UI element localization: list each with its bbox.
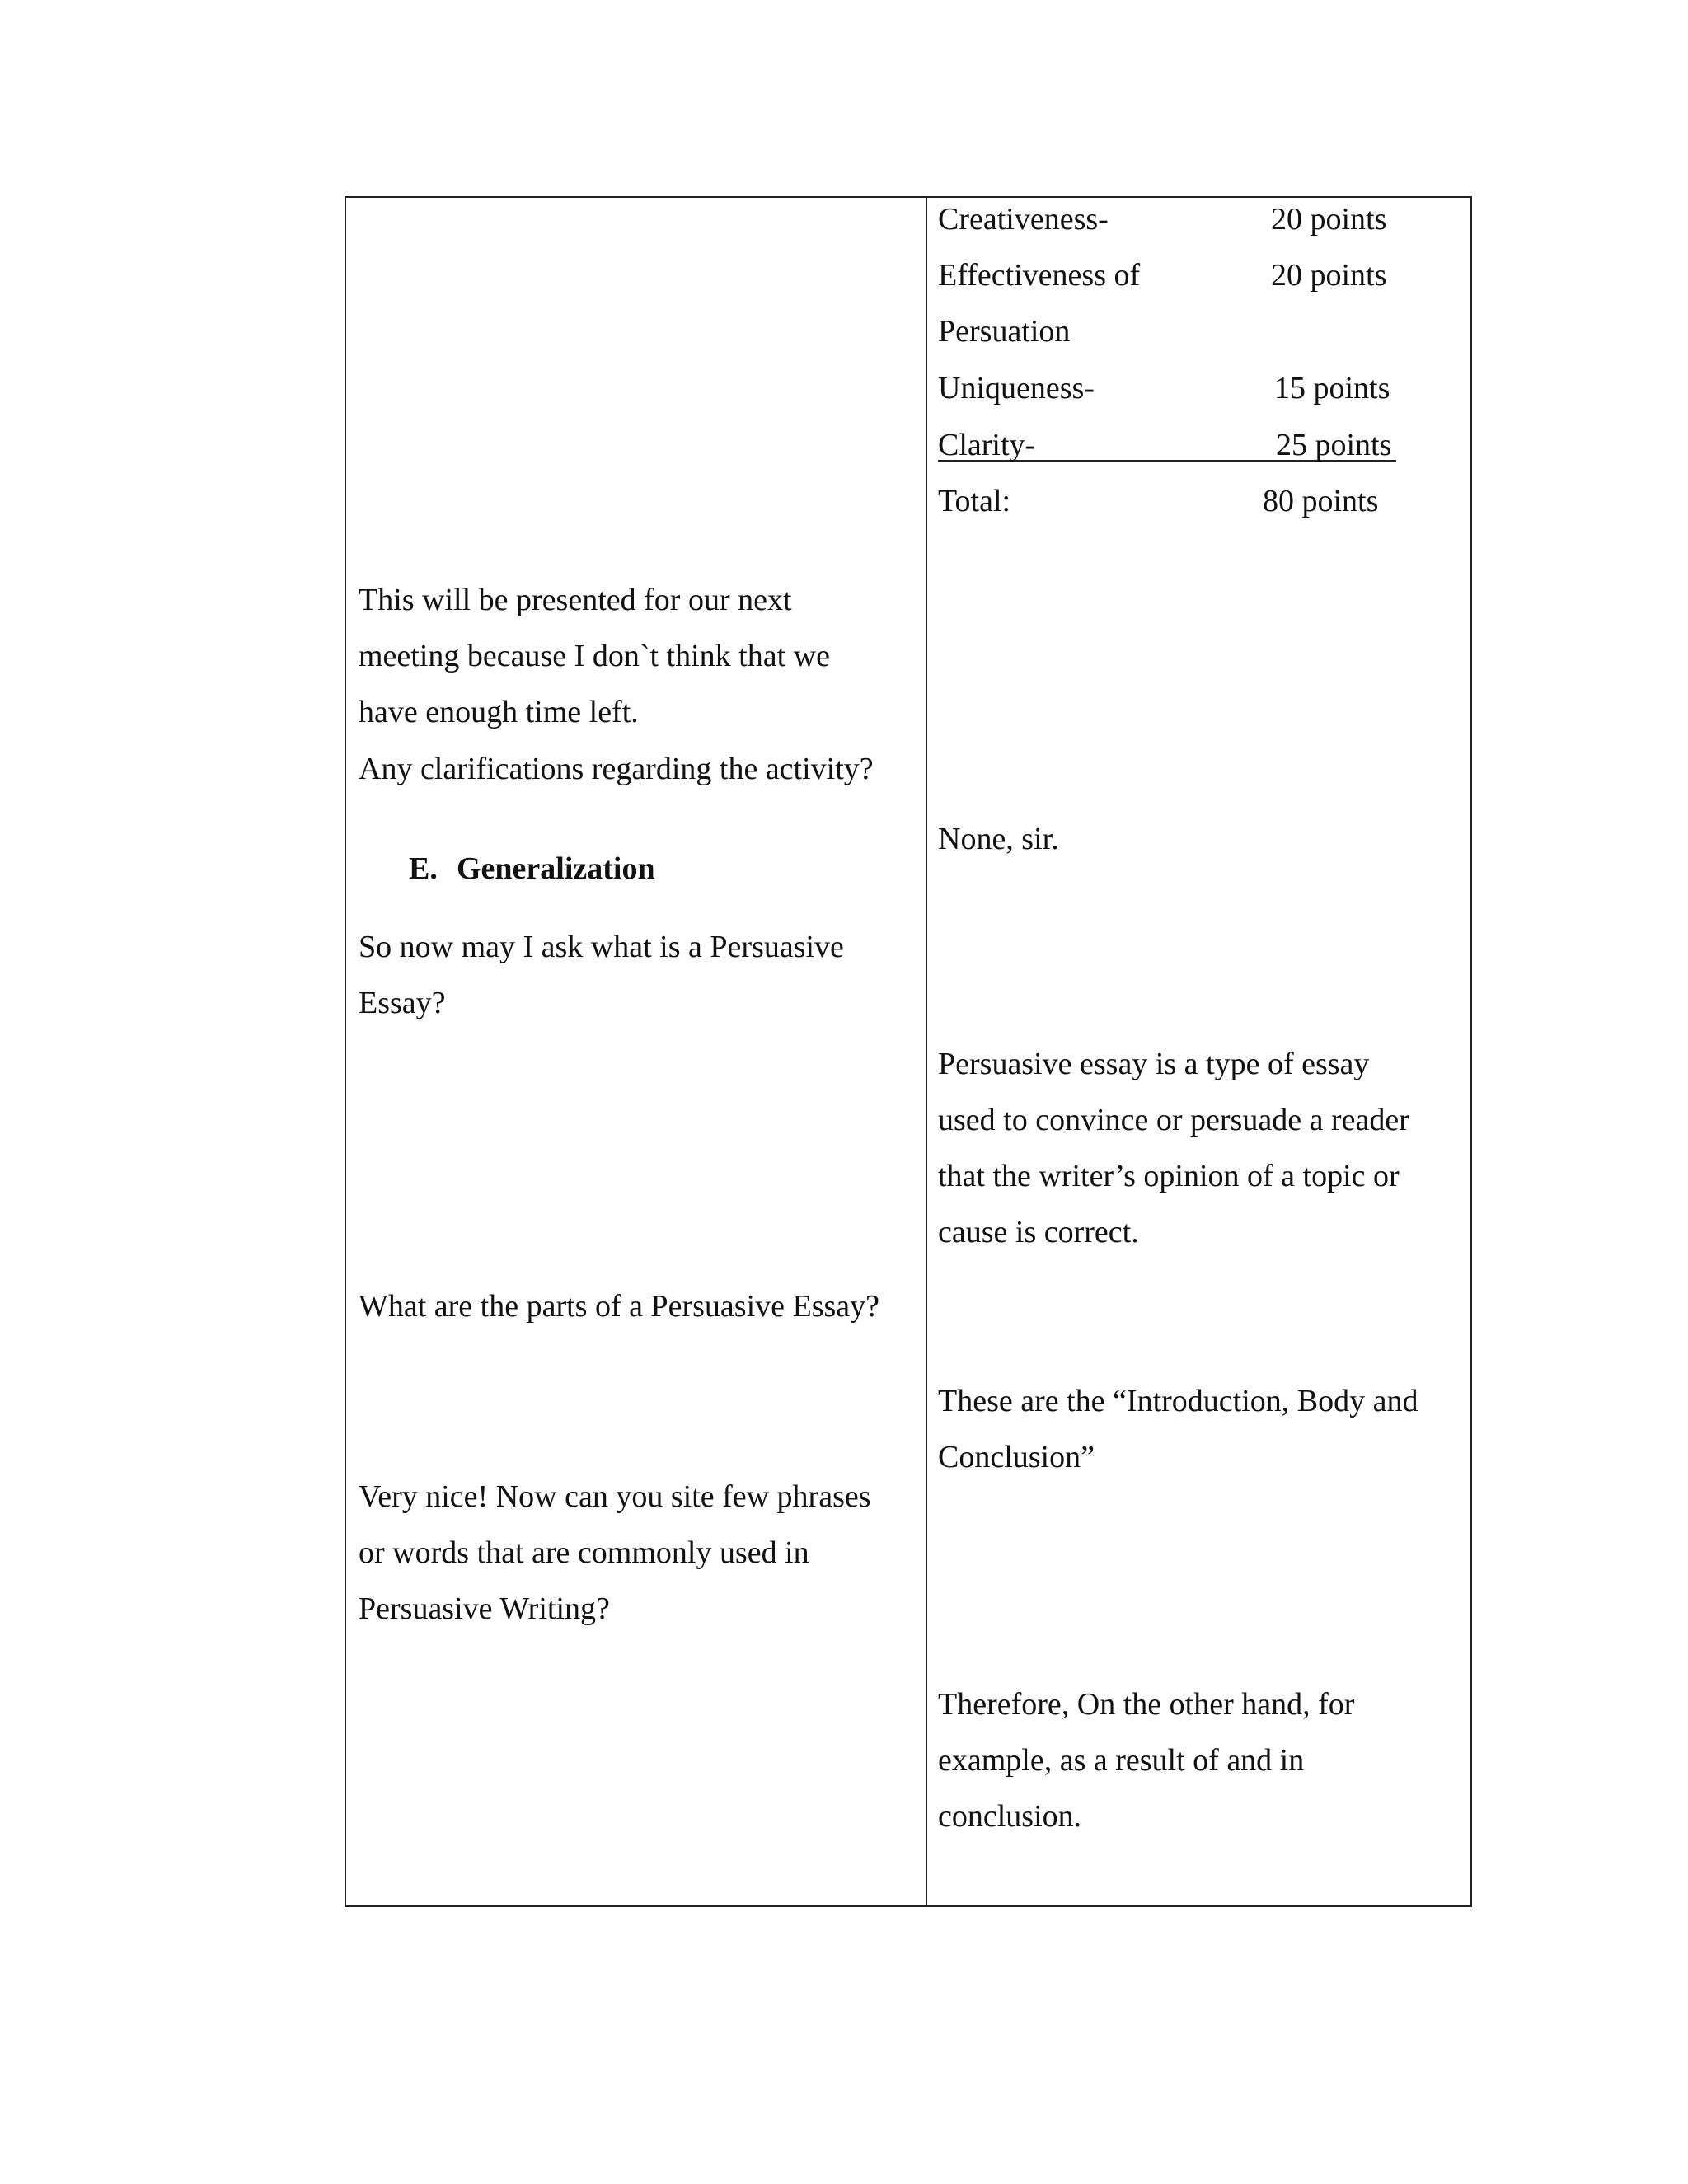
rubric-criterion-creativeness: Creativeness- xyxy=(938,202,1109,237)
rubric-points-effectiveness: 20 points xyxy=(1271,258,1387,293)
teacher-line: meeting because I don`t think that we xyxy=(359,639,830,673)
column-divider xyxy=(926,198,927,1905)
teacher-question-3: Persuasive Writing? xyxy=(359,1591,610,1626)
student-answer-2: These are the “Introduction, Body and xyxy=(938,1384,1418,1418)
rubric-criterion-uniqueness: Uniqueness- xyxy=(938,371,1095,405)
section-heading: Generalization xyxy=(457,851,655,886)
rubric-points-creativeness: 20 points xyxy=(1271,202,1387,237)
teacher-question-3: Very nice! Now can you site few phrases xyxy=(359,1479,871,1514)
student-answer-1: Persuasive essay is a type of essay xyxy=(938,1047,1370,1081)
rubric-clarity-row xyxy=(938,417,1396,462)
lesson-plan-table xyxy=(345,196,1472,1907)
teacher-line: This will be presented for our next xyxy=(359,583,792,617)
student-answer-3: Therefore, On the other hand, for xyxy=(938,1687,1355,1722)
teacher-question-1: So now may I ask what is a Persuasive xyxy=(359,930,844,964)
teacher-question-3: or words that are commonly used in xyxy=(359,1535,809,1570)
section-letter: E. xyxy=(409,851,438,886)
student-answer-1: that the writer’s opinion of a topic or xyxy=(938,1159,1400,1193)
student-answer-1: used to convince or persuade a reader xyxy=(938,1103,1409,1137)
rubric-total-label: Total: xyxy=(938,484,1011,518)
student-answer-1: cause is correct. xyxy=(938,1215,1139,1249)
student-answer-3: example, as a result of and in xyxy=(938,1743,1305,1778)
rubric-points-uniqueness: 15 points xyxy=(1274,371,1390,405)
rubric-criterion-effectiveness-cont: Persuation xyxy=(938,314,1071,349)
teacher-clarify-question: Any clarifications regarding the activity? xyxy=(359,752,874,786)
rubric-points-clarity: 25 points xyxy=(1276,428,1392,462)
student-answer-3: conclusion. xyxy=(938,1799,1082,1834)
student-answer-none: None, sir. xyxy=(938,822,1059,856)
rubric-criterion-effectiveness: Effectiveness of xyxy=(938,258,1141,293)
rubric-total-points: 80 points xyxy=(1263,484,1379,518)
rubric-criterion-clarity: Clarity- xyxy=(938,428,1036,462)
teacher-question-1: Essay? xyxy=(359,986,446,1020)
teacher-question-2: What are the parts of a Persuasive Essay? xyxy=(359,1289,880,1324)
teacher-line: have enough time left. xyxy=(359,695,639,729)
student-answer-2: Conclusion” xyxy=(938,1440,1095,1474)
